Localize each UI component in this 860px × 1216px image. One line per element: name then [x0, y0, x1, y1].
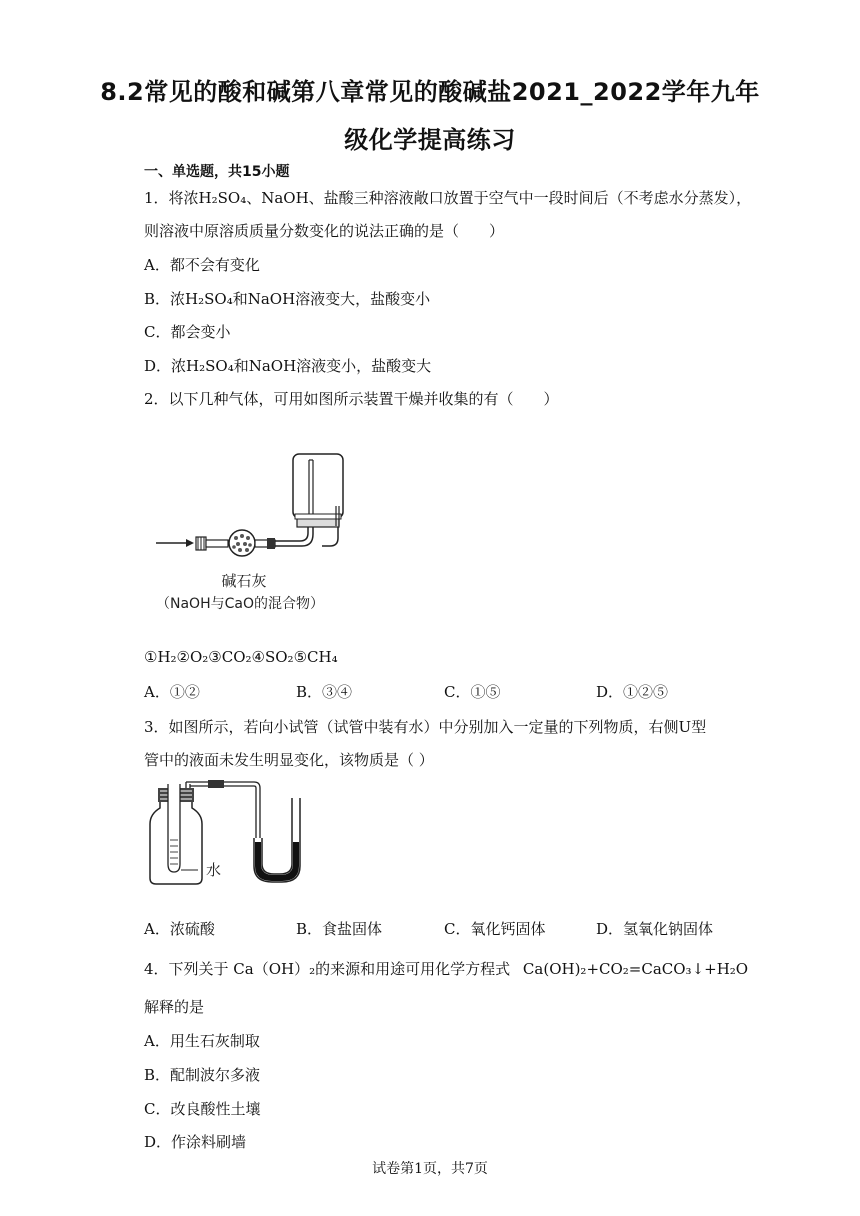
- q1-option-d: D．浓H₂SO₄和NaOH溶液变小，盐酸变大: [144, 357, 432, 375]
- q3-option-c: C．氧化钙固体: [444, 920, 546, 938]
- page-footer: 试卷第1页，共7页: [372, 1161, 488, 1177]
- test-tube-icon: [168, 784, 180, 872]
- u-tube-apparatus-figure: [146, 778, 316, 888]
- q4-option-d: D．作涂料刷墙: [144, 1133, 247, 1151]
- q2-option-b: B．③④: [296, 683, 353, 701]
- q4-equation: Ca(OH)₂+CO₂=CaCO₃↓+H₂O: [522, 960, 749, 978]
- q4-stem-line-1: [144, 958, 748, 979]
- u-tube-icon: [254, 798, 300, 882]
- q2-option-c: C．①⑤: [444, 683, 501, 701]
- q2-gas-list: ①H₂②O₂③CO₂④SO₂⑤CH₄: [144, 648, 338, 666]
- q4-option-c: C．改良酸性土壤: [144, 1100, 261, 1118]
- q2-stem: 2．以下几种气体，可用如图所示装置干燥并收集的有（ ）: [144, 390, 559, 408]
- q2-option-d: D．①②⑤: [596, 683, 669, 701]
- q2-option-a: A．①②: [144, 683, 200, 701]
- q4-stem-prefix: 4．下列关于 Ca（OH）₂的来源和用途可用化学方程式: [144, 960, 511, 978]
- gas-collection-bottle-icon: [293, 454, 343, 527]
- q1-option-b: B．浓H₂SO₄和NaOH溶液变大，盐酸变小: [144, 290, 431, 308]
- q1-stem-line-1: 1．将浓H₂SO₄、NaOH、盐酸三种溶液敞口放置于空气中一段时间后（不考虑水分蒸发），: [144, 189, 752, 207]
- q3-option-b: B．食盐固体: [296, 920, 383, 938]
- figure-label-soda-lime: 碱石灰: [221, 572, 267, 590]
- q4-option-a: A．用生石灰制取: [144, 1032, 260, 1050]
- q3-stem-line-2: 管中的液面未发生明显变化，该物质是（ ）: [144, 751, 434, 769]
- title-line-2: 级化学提高练习: [344, 126, 516, 154]
- gas-flow-arrow-icon: [156, 539, 194, 547]
- q3-option-d: D．氢氧化钠固体: [596, 920, 714, 938]
- q1-stem-line-2: 则溶液中原溶质质量分数变化的说法正确的是（ ）: [144, 222, 505, 240]
- q3-stem-line-1: 3．如图所示，若向小试管（试管中装有水）中分别加入一定量的下列物质，右侧U型: [144, 718, 707, 736]
- figure-label-mixture: （NaOH与CaO的混合物）: [156, 596, 324, 612]
- q1-option-a: A．都不会有变化: [144, 256, 260, 274]
- section-heading: 一、单选题，共15小题: [144, 164, 290, 180]
- title-line-1: 8.2常见的酸和碱第八章常见的酸碱盐2021_2022学年九年: [100, 78, 760, 106]
- q4-stem-line-2: 解释的是: [144, 998, 205, 1016]
- drying-apparatus-figure: [150, 446, 350, 616]
- drying-tube-icon: [229, 530, 255, 556]
- q3-option-a: A．浓硫酸: [144, 920, 215, 938]
- q4-option-b: B．配制波尔多液: [144, 1066, 261, 1084]
- q1-option-c: C．都会变小: [144, 323, 231, 341]
- figure-label-water: 水: [206, 861, 222, 879]
